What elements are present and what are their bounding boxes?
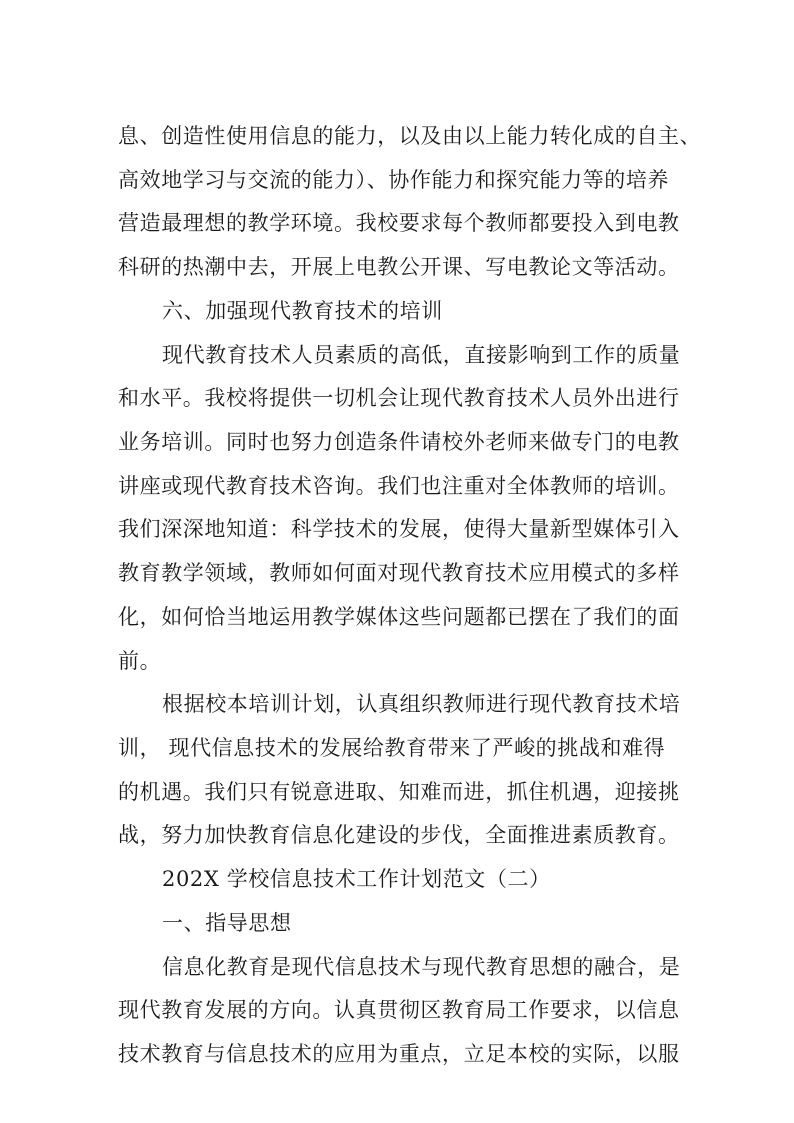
paragraph-line: 信息化教育是现代信息技术与现代教育思想的融合，是 [162, 955, 681, 979]
paragraph-line: 营造最理想的教学环境。我校要求每个教师都要投入到电教 [118, 211, 680, 235]
paragraph-line: 训， 现代信息技术的发展给教育带来了严峻的挑战和难得 [118, 736, 666, 760]
paragraph-line: 技术教育与信息技术的应用为重点，立足本校的实际，以服 [118, 1042, 680, 1066]
paragraph-line: 教育教学领域，教师如何面对现代教育技术应用模式的多样 [118, 561, 680, 585]
paragraph-line: 和水平。我校将提供一切机会让现代教育技术人员外出进行 [118, 386, 680, 410]
paragraph-line: 业务培训。同时也努力创造条件请校外老师来做专门的电教 [118, 430, 680, 454]
paragraph-line: 高效地学习与交流的能力）、协作能力和探究能力等的培养 [118, 168, 670, 192]
paragraph-line: 现代教育技术人员素质的高低，直接影响到工作的质量 [162, 343, 681, 367]
paragraph-line: 战，努力加快教育信息化建设的步伐，全面推进素质教育。 [118, 823, 680, 847]
paragraph-line: 化，如何恰当地运用教学媒体这些问题都已摆在了我们的面 [118, 605, 680, 629]
paragraph-line: 前。 [118, 649, 162, 673]
document-subtitle: 202X 学校信息技术工作计划范文（二） [162, 867, 551, 891]
paragraph-line: 现代教育发展的方向。认真贯彻区教育局工作要求，以信息 [118, 998, 680, 1022]
paragraph-line: 的机遇。我们只有锐意进取、知难而进，抓住机遇，迎接挑 [118, 780, 680, 804]
paragraph-line: 科研的热潮中去，开展上电教公开课、写电教论文等活动。 [118, 255, 680, 279]
section-heading: 一、指导思想 [162, 911, 292, 935]
paragraph-line: 我们深深地知道：科学技术的发展，使得大量新型媒体引入 [118, 517, 680, 541]
paragraph-line: 讲座或现代教育技术咨询。我们也注重对全体教师的培训。 [118, 474, 680, 498]
paragraph-line: 息、创造性使用信息的能力，以及由以上能力转化成的自主、 [118, 124, 702, 148]
section-heading: 六、加强现代教育技术的培训 [162, 299, 443, 323]
paragraph-line: 根据校本培训计划，认真组织教师进行现代教育技术培 [162, 692, 681, 716]
